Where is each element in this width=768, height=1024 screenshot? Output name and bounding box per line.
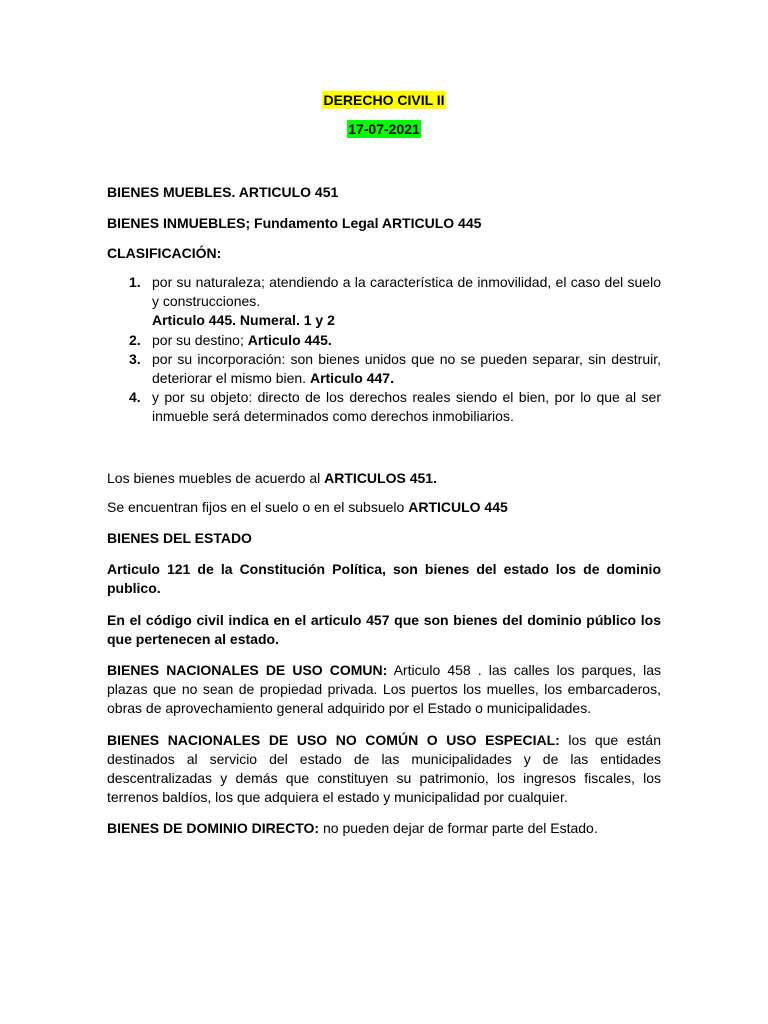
list-item-text: por su naturaleza; atendiendo a la característica de inmovilidad, el caso del suelo y construcciones. <box>152 274 661 310</box>
list-item <box>107 350 661 388</box>
heading-bienes-inmuebles: BIENES INMUEBLES; Fundamento Legal ARTICULO 445 <box>107 215 482 231</box>
list-item-number: 1. <box>129 274 141 290</box>
document-title-line <box>107 92 661 109</box>
list-item-number: 2. <box>129 331 141 348</box>
list-item <box>107 331 661 350</box>
list-item <box>107 388 661 426</box>
paragraph-label: BIENES NACIONALES DE USO NO COMÚN O USO ESPECIAL: <box>107 731 560 748</box>
heading-bienes-del-estado: BIENES DEL ESTADO <box>107 530 252 547</box>
paragraph-label: BIENES DE DOMINIO DIRECTO: <box>107 820 320 837</box>
list-item-reference: Articulo 445. <box>247 331 332 348</box>
list-item-text: por su destino; <box>152 331 248 348</box>
paragraph-dominio-directo <box>107 819 661 838</box>
paragraph-articulo-457: En el código civil indica en el articulo 457 que son bienes del dominio público los que pertenecen al estado. <box>107 611 661 647</box>
paragraph-text: Se encuentran fijos en el suelo o en el subsuelo <box>107 498 409 515</box>
list-item-text: y por su objeto: directo de los derechos reales siendo el bien, por lo que al ser inmueble será determinados como derechos inmobiliarios. <box>152 389 661 425</box>
document-date-line <box>107 121 661 138</box>
paragraph-articulo-121: Articulo 121 de la Constitución Política, son bienes del estado los de dominio publico. <box>107 561 661 597</box>
paragraph-label: BIENES NACIONALES DE USO COMUN: <box>107 662 388 679</box>
list-item-text: por su incorporación: son bienes unidos que no se pueden separar, sin destruir, deteriorar el mismo bien. <box>152 350 661 387</box>
list-item-reference: Articulo 445. Numeral. 1 y 2 <box>152 312 335 329</box>
paragraph-muebles-articulos <box>107 469 661 488</box>
heading-clasificacion: CLASIFICACIÓN: <box>107 245 222 261</box>
document-date: 17-07-2021 <box>348 121 420 137</box>
document-title: DERECHO CIVIL II <box>323 92 445 108</box>
heading-bienes-muebles: BIENES MUEBLES. ARTICULO 451 <box>107 184 339 200</box>
document-content <box>107 92 661 851</box>
list-item-body <box>152 350 661 388</box>
article-reference: ARTICULOS 451. <box>324 469 437 486</box>
paragraph-text: Articulo 458 . las calles los parques, las plazas que no sean de propiedad privada. Los puertos los muelles, los embarcaderos, obras de aprovechamiento general adquirido por el Estado o municipalidades. <box>107 662 661 717</box>
paragraph-uso-especial <box>107 731 661 808</box>
article-reference: ARTICULO 445 <box>408 498 508 515</box>
paragraph-text: no pueden dejar de formar parte del Estado. <box>319 820 598 837</box>
paragraph-text: Los bienes muebles de acuerdo al <box>107 469 325 486</box>
list-item-reference: Articulo 447. <box>309 370 394 387</box>
paragraph-uso-comun <box>107 661 661 719</box>
paragraph-fijos-suelo <box>107 498 661 517</box>
classification-list <box>107 273 661 427</box>
list-item-number: 4. <box>129 389 141 406</box>
paragraph-text: los que están destinados al servicio del estado de las municipalidades y de las entidades descentralizadas y demás que constituyen su patrimonio, los ingresos fiscales, los terrenos baldíos, los que adquiera el estado y municipalidad por cualquier. <box>107 731 662 806</box>
list-item-number: 3. <box>129 350 141 367</box>
list-item <box>107 273 661 331</box>
